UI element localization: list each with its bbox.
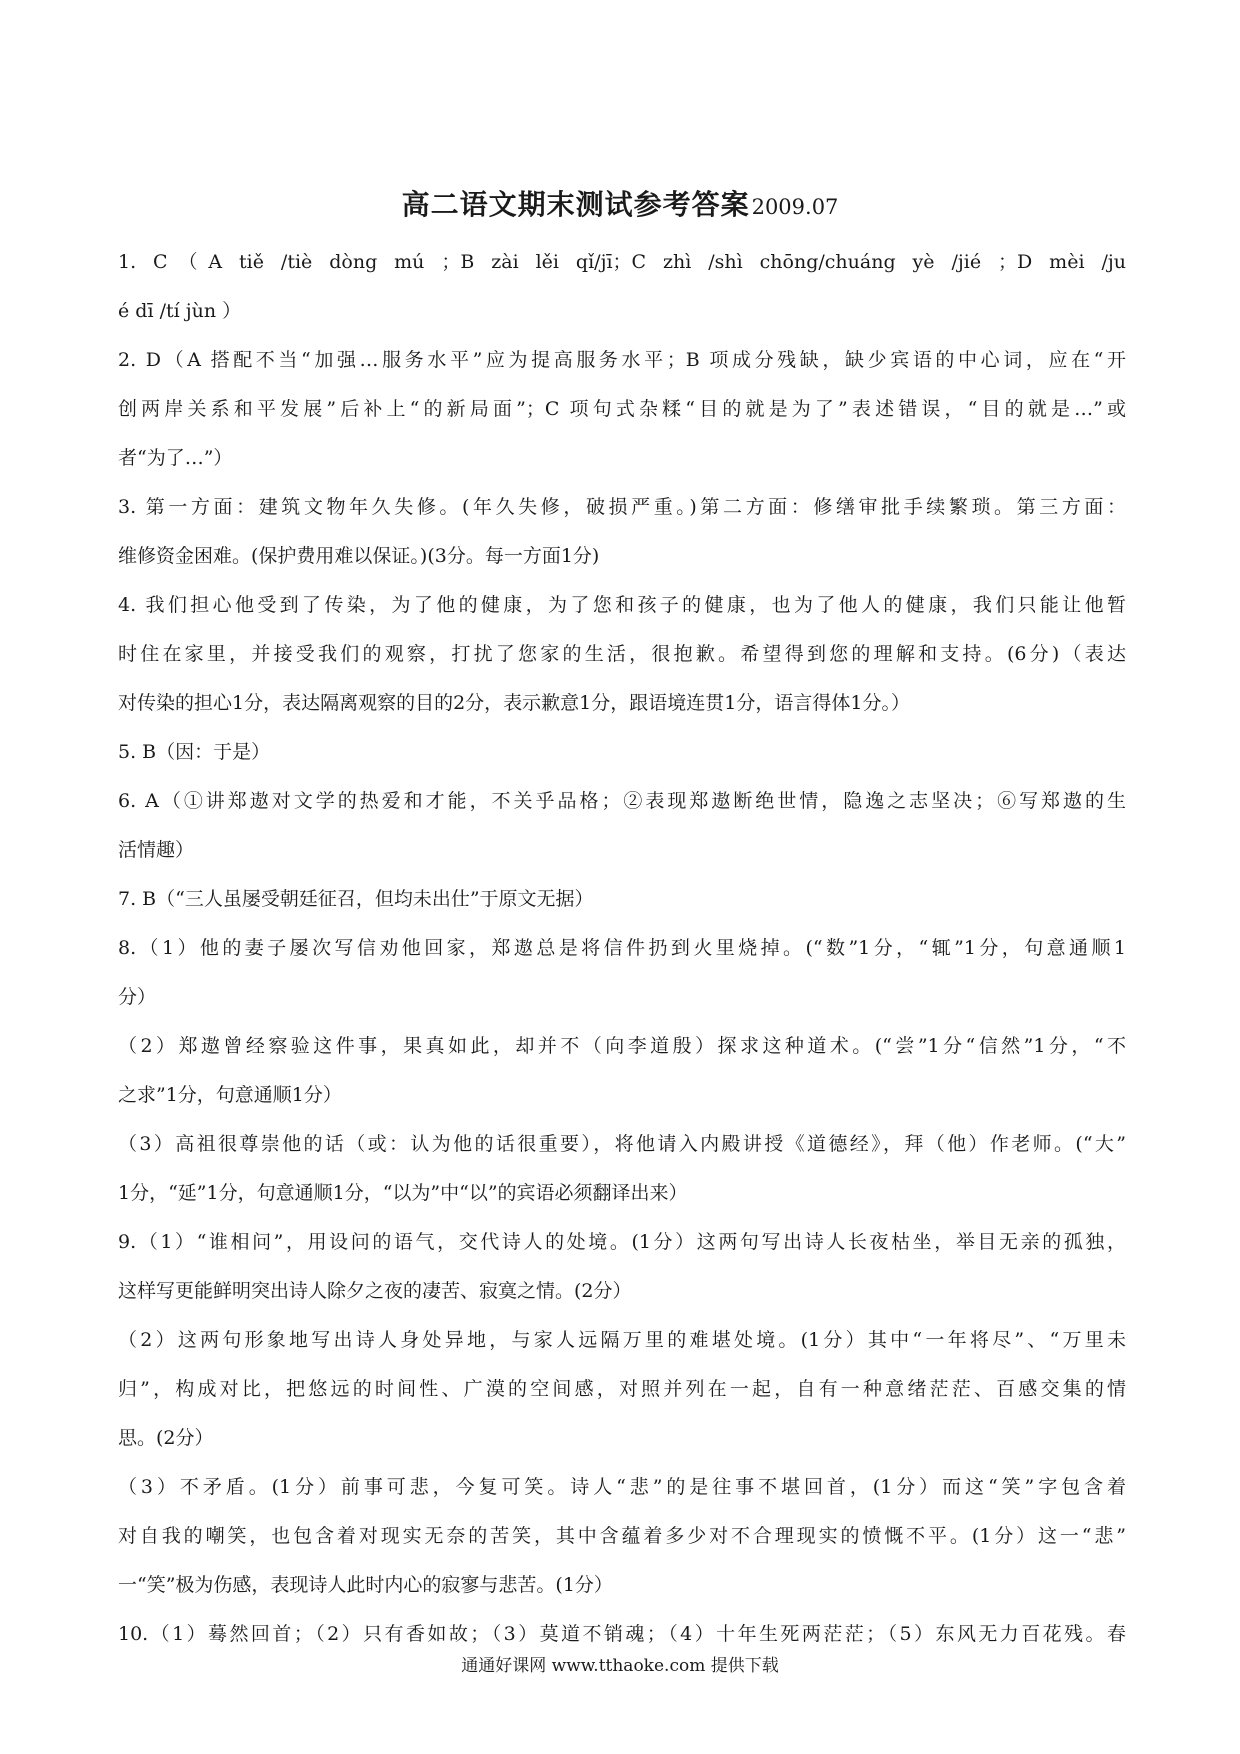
- answer-line: 之求”1分，句意通顺1分）: [118, 1084, 342, 1106]
- answer-line: （2）这两句形象地写出诗人身处异地，与家人远隔万里的难堪处境。(1分）其中“一年将尽”、“万里未: [118, 1329, 1126, 1351]
- answer-line: （3）不矛盾。(1分）前事可悲，今复可笑。诗人“悲”的是往事不堪回首，(1分）而这“笑”字包含着: [118, 1476, 1126, 1498]
- title-row: [0, 183, 1240, 223]
- answer-line: 时住在家里，并接受我们的观察，打扰了您家的生活，很抱歉。希望得到您的理解和支持。(6分)（表达: [118, 643, 1126, 665]
- answer-body: [118, 238, 1126, 1659]
- answer-line: 1分，“延”1分，句意通顺1分，“以为”中“以”的宾语必须翻译出来）: [118, 1182, 688, 1204]
- answer-line: 2. D（A 搭配不当“加强…服务水平”应为提高服务水平；B 项成分残缺，缺少宾语的中心词，应在“开: [118, 349, 1126, 371]
- footer-text: 通通好课网 www.tthaoke.com 提供下载: [461, 1656, 779, 1676]
- answer-line: 9.（1）“谁相问”，用设问的语气，交代诗人的处境。(1分）这两句写出诗人长夜枯坐，举目无亲的孤独，: [118, 1231, 1126, 1253]
- answer-line: 10.（1）蓦然回首；（2）只有香如故；（3）莫道不销魂；（4）十年生死两茫茫；（5）东风无力百花残。春: [118, 1623, 1126, 1645]
- answer-line: 1. C（A tiě /tiè dòng mú ；B zài lěi qǐ/jī；C zhì /shì chōng/chuáng yè /jié ；D mèi /ju: [118, 251, 1126, 273]
- answer-line: 创两岸关系和平发展”后补上“的新局面”；C 项句式杂糅“目的就是为了”表述错误，“目的就是…”或: [118, 398, 1126, 420]
- answer-line: 者“为了…”）: [118, 447, 233, 469]
- answer-line: 分）: [118, 986, 157, 1008]
- answer-line: （2）郑遨曾经察验这件事，果真如此，却并不（向李道殷）探求这种道术。(“尝”1分“信然”1分，“不: [118, 1035, 1126, 1057]
- answer-line: 思。(2分）: [118, 1427, 214, 1449]
- answer-line: 活情趣）: [118, 839, 195, 861]
- answer-line: 3. 第一方面：建筑文物年久失修。(年久失修，破损严重。)第二方面：修缮审批手续繁琐。第三方面：: [118, 496, 1126, 518]
- answer-line: 8.（1）他的妻子屡次写信劝他回家，郑遨总是将信件扔到火里烧掉。(“数”1分，“辄”1分，句意通顺1: [118, 937, 1126, 959]
- answer-line: 对传染的担心1分，表达隔离观察的目的2分，表示歉意1分，跟语境连贯1分，语言得体1分。）: [118, 692, 910, 714]
- answer-line: 4. 我们担心他受到了传染，为了他的健康，为了您和孩子的健康，也为了他人的健康，我们只能让他暂: [118, 594, 1126, 616]
- answer-line: （3）高祖很尊崇他的话（或：认为他的话很重要），将他请入内殿讲授《道德经》，拜（他）作老师。(“大”: [118, 1133, 1126, 1155]
- answer-line: 一“笑”极为伤感，表现诗人此时内心的寂寥与悲苦。(1分）: [118, 1574, 613, 1596]
- answer-line: 对自我的嘲笑，也包含着对现实无奈的苦笑，其中含蕴着多少对不合理现实的愤慨不平。(1分）这一“悲”: [118, 1525, 1126, 1547]
- answer-line: 5. B（因：于是）: [118, 741, 271, 763]
- title-date: 2009.07: [751, 195, 839, 219]
- answer-line: 这样写更能鲜明突出诗人除夕之夜的凄苦、寂寞之情。(2分）: [118, 1280, 632, 1302]
- answer-line: é dī /tí jùn ）: [118, 300, 242, 322]
- answer-line: 7. B（“三人虽屡受朝廷征召，但均未出仕”于原文无据）: [118, 888, 594, 910]
- answer-line: 6. A（①讲郑遨对文学的热爱和才能，不关乎品格；②表现郑遨断绝世情，隐逸之志坚决；⑥写郑遨的生: [118, 790, 1126, 812]
- answer-line: 维修资金困难。(保护费用难以保证。)(3分。每一方面1分): [118, 545, 600, 567]
- answer-line: 归”，构成对比，把悠远的时间性、广漠的空间感，对照并列在一起，自有一种意绪茫茫、百感交集的情: [118, 1378, 1126, 1400]
- page-title: 高二语文期末测试参考答案: [401, 188, 750, 221]
